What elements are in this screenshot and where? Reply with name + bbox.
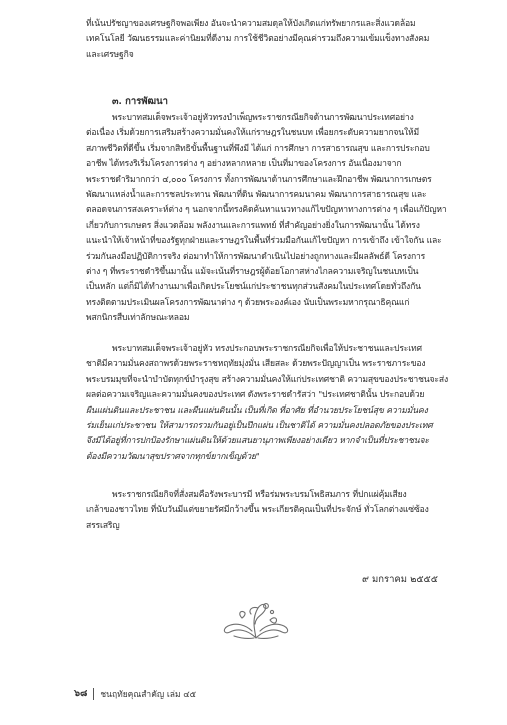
quote-line: ต้องมีความวัฒนาสุขปราศจากทุกข์ยากเข็ญด้วย" — [86, 451, 260, 462]
text-line: พระราชดำริมากกว่า ๔,๐๐๐ โครงการ ทั้งการพัฒนาด้านการศึกษาและฝึกอาชีพ พัฒนาการเกษตร — [86, 174, 432, 185]
text-line: ต่อเนื่อง เริ่มด้วยการเสริมสร้างความมั่นคงให้แก่ราษฎรในชนบท เพื่อยกระดับความยากจนให้มี — [86, 128, 420, 139]
text-line: อาชีพ ได้ทรงริเริ่มโครงการต่าง ๆ อย่างหลากหลาย เป็นที่มาของโครงการ อันเนื่องมาจาก — [86, 159, 402, 170]
paragraph-conclusion — [86, 488, 464, 534]
text-line: ชาติมีความมั่นคงสถาพรด้วยพระราชหฤทัยมุ่งมั่น เสียสละ ด้วยพระปัญญาเป็น พระราชภาระของ — [86, 359, 426, 370]
text-line: เทคโนโลยี วัฒนธรรมและค่านิยมที่ดีงาม การใช้ชีวิตอย่างมีคุณค่ารวมถึงความเข้มแข็งทางสังคม — [86, 34, 430, 45]
text-line: สรรเสริญ — [86, 520, 120, 531]
date-stamp: ๙ มกราคม ๒๕๕๕ — [362, 574, 438, 585]
text-line: ที่เน้นปรัชญาของเศรษฐกิจพอเพียง อันจะนำความสมดุลให้บังเกิดแก่ทรัพยากรและสิ่งแวดล้อม — [86, 19, 416, 29]
quote-line: จึงมีได้อยู่ที่การปกป้องรักษาแผ่นดินให้ด้วยแสนยานุภาพเพียงอย่างเดียว หากจำเป็นที่ประชาชนจะ — [86, 436, 429, 447]
paragraph-development — [86, 111, 464, 326]
text-line: พระราชกรณียกิจที่สั่งสมคือรังพระบารมี หรือร่มพระบรมโพธิสมภาร ที่ปกแผ่คุ้มเสียง — [112, 490, 407, 500]
footer-divider — [93, 688, 94, 700]
text-line: พระบาทสมเด็จพระเจ้าอยู่หัว ทรงประกอบพระราชกรณียกิจเพื่อให้ประชาชนและประเทศ — [112, 344, 422, 354]
page-footer — [74, 686, 196, 701]
text-line: ต่าง ๆ ที่พระราชดำริขึ้นมานั้น แม้จะเน้นที่ราษฎรผู้ด้อยโอกาสห่างไกลความเจริญในชนบทเป็น — [86, 266, 419, 277]
text-line: ผลต่อความเจริญและความมั่นคงของประเทศ ดังพระราชดำรัสว่า "ประเทศชาตินั้น ประกอบด้วย — [86, 390, 425, 401]
text-line: ตลอดจนการสงเคราะห์ต่าง ๆ นอกจากนี้ทรงคิดค้นหาแนวทางแก้ไขปัญหาทางการต่าง ๆ เพื่อแก้ปัญหา — [86, 205, 447, 216]
text-line: เป็นหลัก แต่ก็มิได้ทำงานมาเพื่อเกิดประโยชน์แก่ประชาชนทุกส่วนสังคมในประเทศโดยทั่วถึงกัน — [86, 282, 421, 293]
paragraph-intro — [86, 17, 464, 63]
floral-ornament-icon — [218, 598, 294, 642]
section-heading: ๓. การพัฒนา — [112, 96, 168, 107]
text-line: เกล้าของชาวไทย ที่นับวันมีแต่ขยายรัศมีกว้างขึ้น พระเกียรติคุณเป็นที่ประจักษ์ ทั่วโลกต่างแซ่ซ้อง — [86, 505, 429, 516]
text-line: สภาพชีวิตที่ดีขึ้น เริ่มจากสิทธิขั้นพื้นฐานที่พึงมี ได้แก่ การศึกษา การสาธารณสุข และการประกอบ — [86, 143, 430, 154]
text-line: และเศรษฐกิจ — [86, 49, 134, 60]
text-line: พสกนิกรสืบเท่าลักษณะหลอม — [86, 313, 190, 324]
text-line: เกี่ยวกับการเกษตร สิ่งแวดล้อม พลังงานและการแพทย์ ที่สำคัญอย่างยิ่งในการพัฒนานั้น ได้ทรง — [86, 220, 420, 231]
publication-title: ชนฤทัยคุณสำคัญ เล่ม ๔๕ — [100, 689, 197, 700]
text-line: ทรงติดตามประเมินผลโครงการพัฒนาต่าง ๆ ด้วยพระองค์เอง นับเป็นพระมหากรุณาธิคุณแก่ — [86, 297, 410, 308]
page-number: ๖๘ — [74, 688, 88, 699]
text-line: พระบาทสมเด็จพระเจ้าอยู่หัวทรงบำเพ็ญพระราชกรณียกิจด้านการพัฒนาประเทศอย่าง — [112, 113, 414, 123]
text-line: พระบรมมุขที่จะนำบำบัดทุกข์บำรุงสุข สร้างความมั่นคงให้แก่ประเทศชาติ ความสุขของประชาชนจะส่ง — [86, 374, 449, 385]
quote-line: ผืนแผ่นดินและประชาชน และผืนแผ่นดินนั้น เป็นที่เกิด ที่อาศัย ที่อำนวยประโยชน์สุข ความมั่นคง — [86, 405, 428, 416]
text-line: แนะนำให้เจ้าหน้าที่ของรัฐทุกฝ่ายและราษฎรในพื้นที่ร่วมมือกันแก้ไขปัญหา การเข้าถึง เข้าใจกัน และ — [86, 236, 442, 247]
text-line: พัฒนาแหล่งน้ำและการชลประทาน พัฒนาที่ดิน พัฒนาการคมนาคม พัฒนาการสาธารณสุข และ — [86, 189, 427, 200]
paragraph-royal-duty — [86, 342, 464, 465]
quote-line: ร่มเย็นแก่ประชาชน ให้สามารถรวมกันอยู่เป็นปึกแผ่น เป็นชาติได้ ความมั่นคงปลอดภัยของประเทศ — [86, 420, 433, 431]
text-line: ร่วมกันลงมือปฏิบัติการจริง ต่อมาทำให้การพัฒนาดำเนินไปอย่างถูกทางและมีผลลัพธ์ดี โครงการ — [86, 251, 426, 262]
